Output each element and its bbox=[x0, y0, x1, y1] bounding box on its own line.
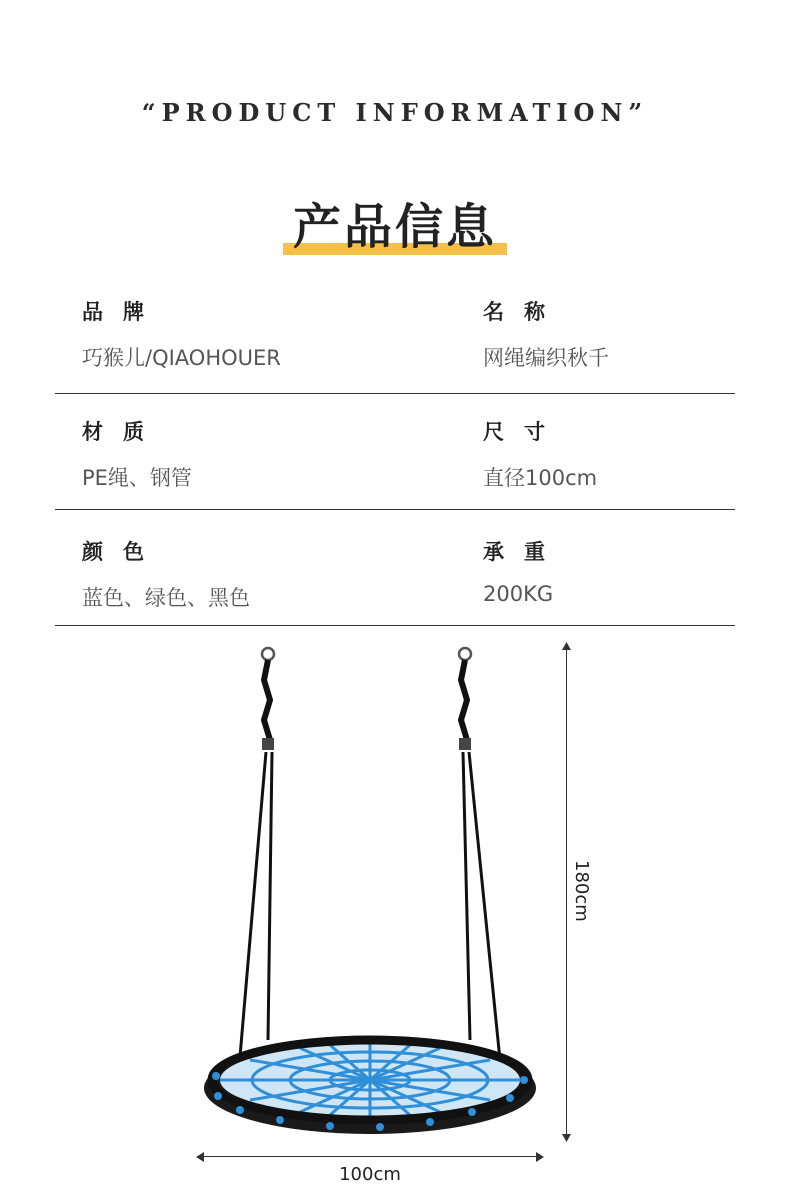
chinese-heading-text: 产品信息 bbox=[292, 199, 497, 255]
row-divider bbox=[55, 625, 735, 626]
row-divider bbox=[55, 509, 735, 510]
info-cell-brand bbox=[82, 296, 281, 372]
left-rope-inner bbox=[268, 752, 272, 1040]
width-arrow-right bbox=[534, 1151, 544, 1163]
height-dimension-line bbox=[566, 646, 567, 1138]
right-strap bbox=[461, 660, 467, 740]
material-label: 材质 bbox=[82, 420, 164, 444]
load-value: 200KG bbox=[483, 582, 554, 606]
name-label: 名称 bbox=[483, 300, 565, 324]
row-divider bbox=[55, 393, 735, 394]
height-arrow-top bbox=[559, 642, 574, 652]
english-heading: “PRODUCT INFORMATION” bbox=[141, 98, 649, 127]
info-cell-material bbox=[82, 416, 192, 492]
right-rope-inner bbox=[463, 752, 470, 1040]
width-arrow-left bbox=[196, 1151, 206, 1163]
material-value: PE绳、钢管 bbox=[82, 466, 192, 490]
right-buckle bbox=[459, 738, 471, 750]
left-buckle bbox=[262, 738, 274, 750]
info-cell-size bbox=[483, 416, 597, 492]
size-value: 直径100cm bbox=[483, 466, 598, 490]
info-cell-load bbox=[483, 536, 565, 606]
right-rope-outer bbox=[469, 752, 502, 1080]
info-cell-name bbox=[483, 296, 609, 372]
left-rope-outer bbox=[238, 752, 266, 1080]
chinese-heading-wrap bbox=[0, 188, 790, 257]
swing-illustration bbox=[180, 640, 540, 1160]
height-label: 180cm bbox=[571, 860, 592, 922]
swing-svg bbox=[180, 640, 540, 1160]
left-ring bbox=[262, 648, 274, 660]
width-label: 100cm bbox=[339, 1164, 401, 1185]
right-ring bbox=[459, 648, 471, 660]
name-value: 网绳编织秋千 bbox=[483, 346, 609, 370]
brand-value: 巧猴儿/QIAOHOUER bbox=[82, 346, 281, 370]
left-strap bbox=[264, 660, 270, 740]
color-label: 颜色 bbox=[82, 540, 164, 564]
width-dimension-line bbox=[200, 1156, 540, 1157]
chinese-heading bbox=[289, 188, 501, 257]
info-cell-color bbox=[82, 536, 250, 612]
height-arrow-bottom bbox=[559, 1134, 574, 1144]
brand-label: 品牌 bbox=[82, 300, 164, 324]
size-label: 尺寸 bbox=[483, 420, 565, 444]
color-value: 蓝色、绿色、黑色 bbox=[82, 586, 250, 610]
load-label: 承重 bbox=[483, 540, 565, 564]
